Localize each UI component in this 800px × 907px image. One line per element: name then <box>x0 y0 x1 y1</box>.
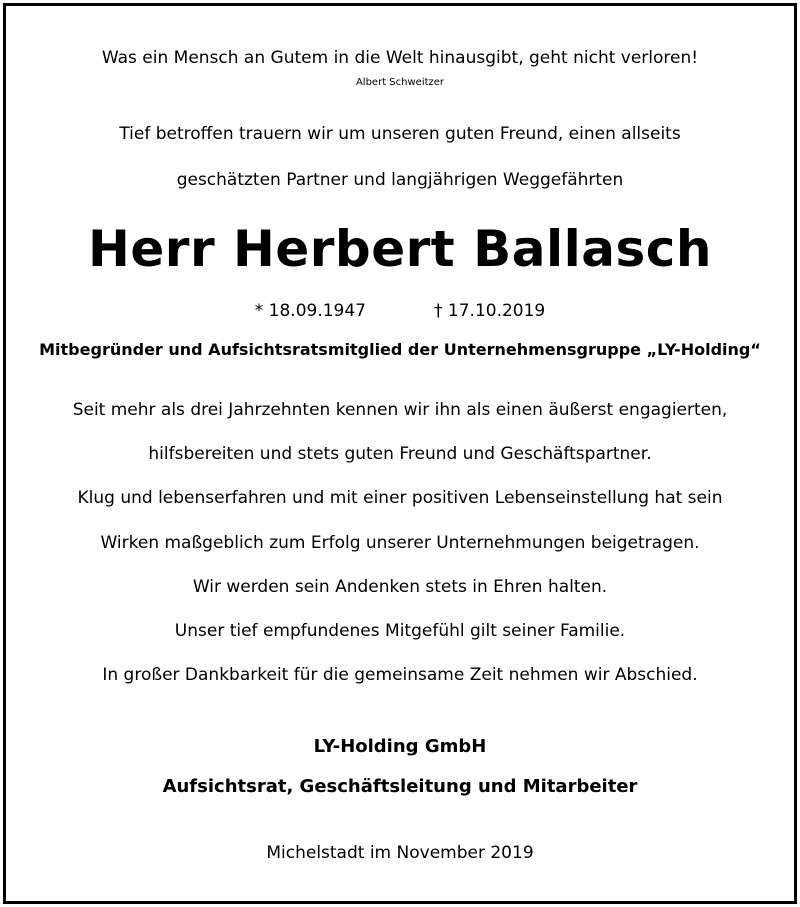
intro-line-2: geschätzten Partner und langjährigen Weggefährten <box>176 170 624 190</box>
deceased-role: Mitbegründer und Aufsichtsratsmitglied der Unternehmensgruppe „LY-Holding“ <box>39 340 761 359</box>
body-line-1: Seit mehr als drei Jahrzehnten kennen wir ihn als einen äußerst engagierten, <box>72 400 728 420</box>
life-dates <box>0 301 800 321</box>
company-name: LY-Holding GmbH <box>313 736 487 757</box>
body-line-3: Klug und lebenserfahren und mit einer positiven Lebenseinstellung hat sein <box>77 488 723 508</box>
intro-line-1: Tief betroffen trauern wir um unseren guten Freund, einen allseits <box>119 124 681 144</box>
body-line-2: hilfsbereiten und stets guten Freund und Geschäftspartner. <box>148 444 652 464</box>
place-date: Michelstadt im November 2019 <box>266 843 534 863</box>
quote-text: Was ein Mensch an Gutem in die Welt hinausgibt, geht nicht verloren! <box>101 48 699 68</box>
quote-author: Albert Schweitzer <box>355 77 445 88</box>
body-line-7: In großer Dankbarkeit für die gemeinsame Zeit nehmen wir Abschied. <box>102 665 698 685</box>
death-date: † 17.10.2019 <box>434 301 546 321</box>
birth-date: * 18.09.1947 <box>254 301 366 321</box>
deceased-name: Herr Herbert Ballasch <box>88 220 712 278</box>
signers: Aufsichtsrat, Geschäftsleitung und Mitarbeiter <box>162 776 638 797</box>
body-line-4: Wirken maßgeblich zum Erfolg unserer Unternehmungen beigetragen. <box>100 533 700 553</box>
body-line-5: Wir werden sein Andenken stets in Ehren halten. <box>192 577 608 597</box>
body-line-6: Unser tief empfundenes Mitgefühl gilt seiner Familie. <box>174 621 626 641</box>
